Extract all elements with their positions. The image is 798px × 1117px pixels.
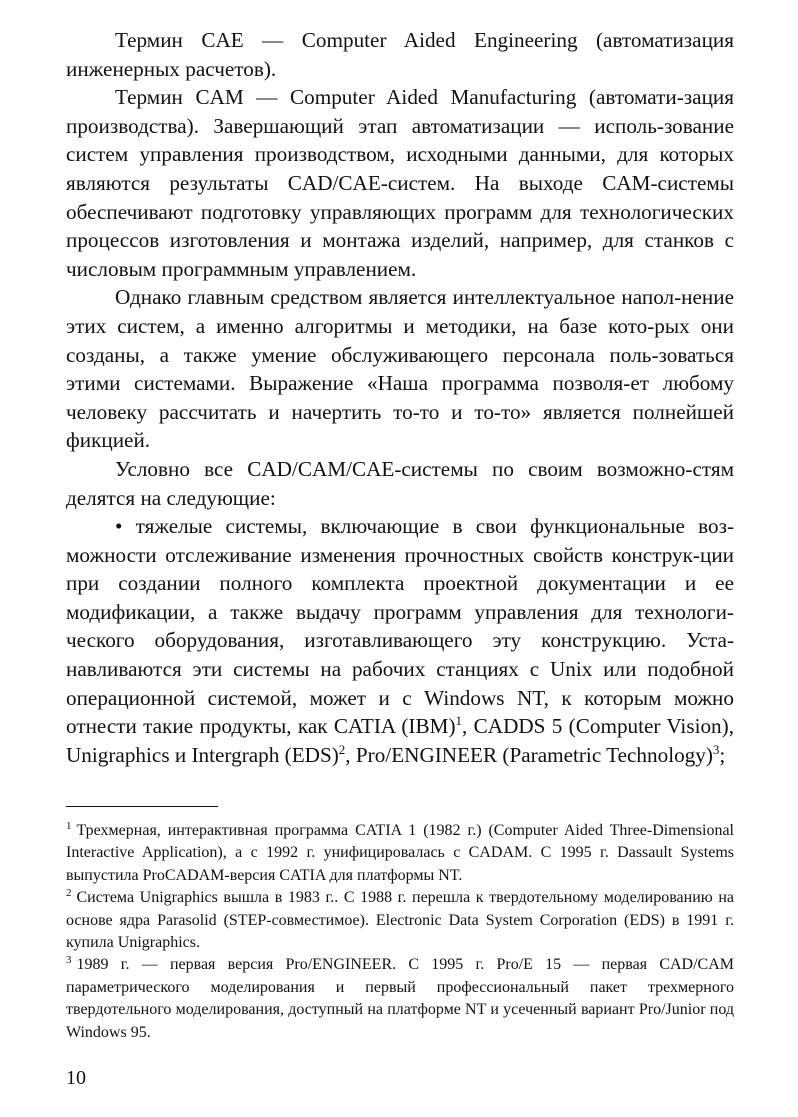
footnote-3 [66, 954, 734, 1044]
bullet-text-part4: ; [719, 742, 726, 767]
footnote-2 [66, 887, 734, 954]
paragraph-cam: Термин CAM — Computer Aided Manufacturing (автомати-зация производства). Завершающий этап автоматизации — исполь-зование систем управления производством, исходными данными, для которых являются результаты CAD/CAE-систем. На выходе CAM-системы обеспечивают подготовку управляющих программ для технологических процессов изготовления и монтажа изделий, например, для станков с числовым программным управлением. [66, 85, 734, 281]
footnote-ref-3: 3 [712, 741, 720, 757]
paragraph-cae: Термин CAE — Computer Aided Engineering (автоматизация инженерных расчетов). [66, 28, 734, 81]
footnote-text-1: Трехмерная, интерактивная программа CATIA 1 (1982 г.) (Computer Aided Three-Dimensional Interactive Application), а с 1992 г. унифицировалась с CADAM. С 1995 г. Dassault Systems выпустила ProCADAM-версия CATIA для платформы NT. [66, 822, 734, 884]
main-text [66, 26, 734, 769]
footnote-ref-2: 2 [338, 741, 346, 757]
page-number: 10 [66, 1067, 86, 1089]
footnote-1 [66, 820, 734, 887]
bullet-text-part1: тяжелые системы, включающие в свои функциональные воз-можности отслеживание изменения прочностных свойств конструк-ции при создании полного комплекта проектной документации и ее модификации, а также выдачу программ управления для технологи-ческого оборудования, изготавливающего эту конструкцию. Уста-навливаются эти системы на рабочих станциях с Unix или подобной операционной системой, может и с Windows NT, к которым можно отнести такие продукты, как CATIA (IBM) [66, 514, 734, 739]
bullet-text-part2: , CADDS 5 (Computer Vision), Unigraphics и Intergraph (EDS) [66, 714, 734, 767]
footnote-divider [66, 806, 218, 807]
footnote-ref-1: 1 [455, 713, 463, 729]
bullet-heavy-systems [66, 512, 734, 769]
bullet-text-part3: , Pro/ENGINEER (Parametric Technology) [345, 742, 713, 767]
footnote-number-2: 2 [66, 886, 72, 899]
bullet-marker: • [115, 514, 123, 539]
footnote-number-3: 3 [66, 954, 72, 967]
paragraph-classification: Условно все CAD/CAM/CAE-системы по своим возможно-стям делятся на следующие: [66, 456, 734, 510]
paragraph-intellectual-content: Однако главным средством является интеллектуальное напол-нение этих систем, а именно алгоритмы и методики, на базе кото-рых они созданы, а также умение обслуживающего персонала поль-зоваться этими системами. Выражение «Наша программа позволя-ет любому человеку рассчитать и начертить то-то и то-то» является полнейшей фикцией. [66, 285, 734, 453]
footnote-number-1: 1 [66, 819, 72, 832]
footnotes [66, 820, 734, 1044]
footnote-text-3: 1989 г. — первая версия Pro/ENGINEER. С 1995 г. Pro/E 15 — первая CAD/CAM параметрического моделирования и первый профессиональный пакет трехмерного твердотельного моделирования, доступный на платформе NT и усеченный вариант Pro/Junior под Windows 95. [66, 956, 734, 1041]
footnote-text-2: Система Unigraphics вышла в 1983 г.. С 1988 г. перешла к твердотельному моделированию на основе ядра Parasolid (STEP-совместимое). Electronic Data System Corporation (EDS) в 1991 г. купила Unigraphics. [66, 889, 734, 952]
